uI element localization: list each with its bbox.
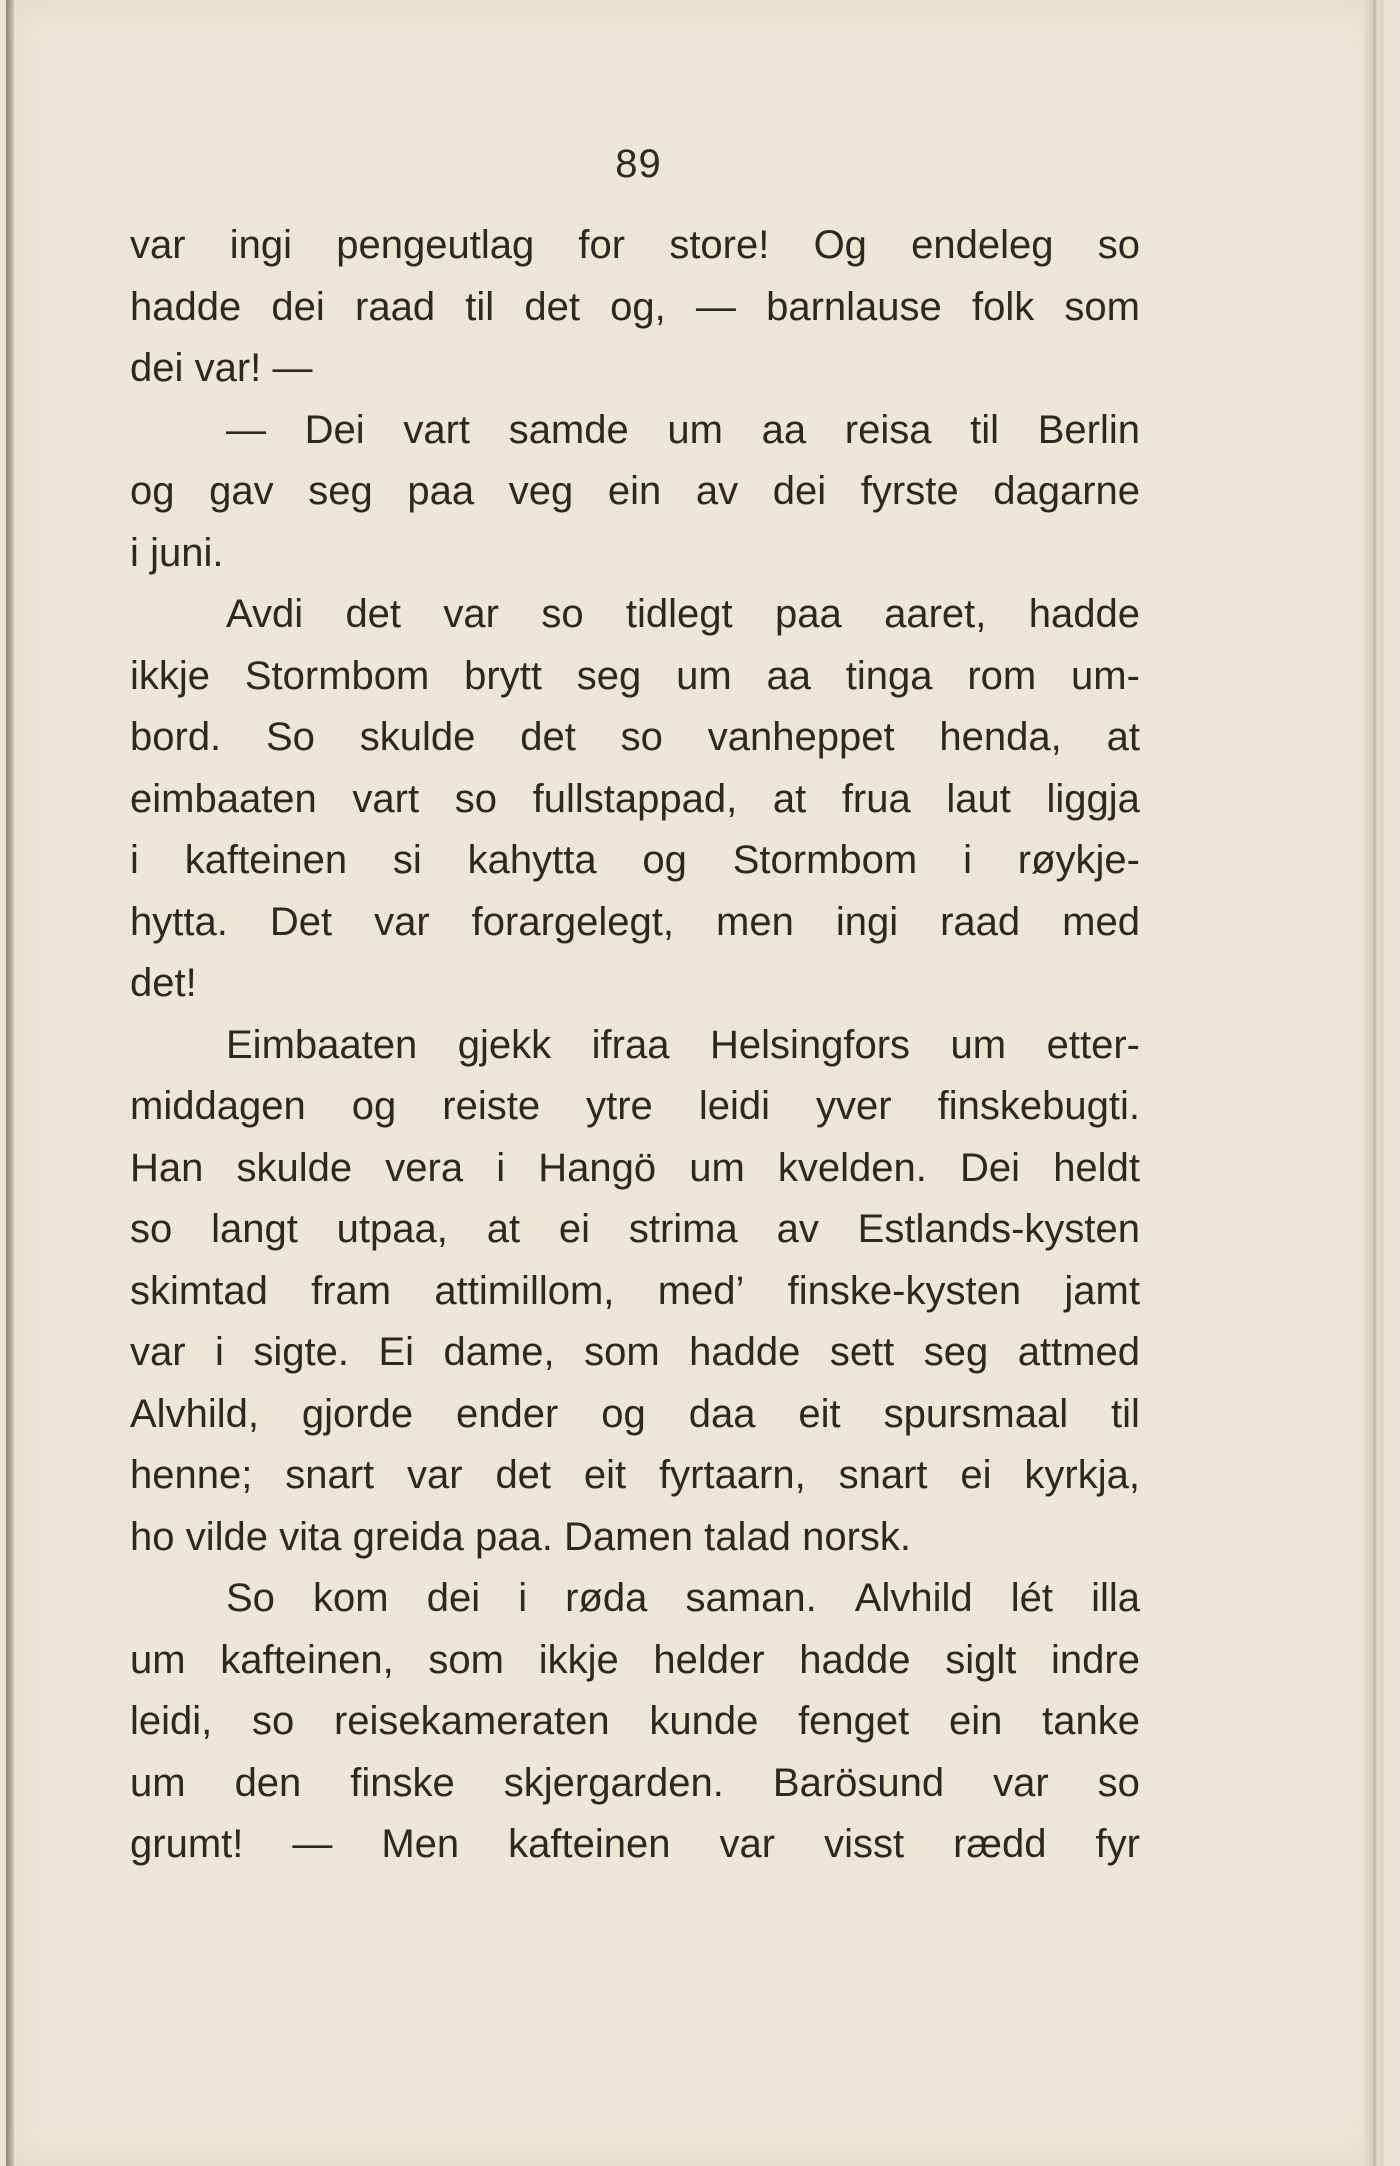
word: middagen <box>130 1084 306 1128</box>
word: vilde <box>185 1514 268 1559</box>
word: saman. <box>685 1576 817 1620</box>
word: ikkje <box>538 1637 619 1682</box>
word: — <box>695 284 736 329</box>
word: visst <box>824 1822 905 1866</box>
word: so <box>251 1699 295 1743</box>
word: Estlands-kysten <box>857 1207 1140 1251</box>
word: rom <box>967 653 1037 698</box>
word: aa <box>761 407 807 452</box>
word: si <box>392 838 422 882</box>
word: grumt! <box>130 1822 244 1866</box>
word: kvelden. <box>777 1145 927 1190</box>
word: sigte. <box>253 1330 349 1374</box>
word: med <box>1062 899 1140 944</box>
word: vanheppet <box>707 715 895 759</box>
word: var <box>374 899 430 944</box>
word: i <box>963 838 972 882</box>
word: med’ <box>657 1268 745 1313</box>
word: at <box>772 776 807 821</box>
word: Han <box>130 1145 204 1190</box>
word: endeleg <box>911 223 1054 267</box>
word: det <box>524 284 580 329</box>
word: spursmaal <box>883 1391 1069 1436</box>
word: so <box>454 776 497 821</box>
word: dei <box>271 284 325 329</box>
word: men <box>716 899 794 944</box>
word: so <box>1097 1760 1140 1805</box>
text-line <box>130 1507 1140 1569</box>
word: ender <box>456 1391 559 1436</box>
word: snart <box>285 1453 375 1497</box>
word: hadde <box>799 1637 911 1682</box>
word: ingi <box>229 223 293 267</box>
word: illa <box>1091 1576 1140 1620</box>
word: Men <box>381 1822 460 1866</box>
word: raad <box>355 284 436 329</box>
word: eit <box>583 1453 627 1497</box>
word: reisa <box>844 407 932 452</box>
text-line <box>130 953 1140 1015</box>
word: um- <box>1071 653 1140 698</box>
word: skjergarden. <box>503 1760 724 1805</box>
word: ei <box>558 1207 591 1251</box>
word: av <box>776 1207 819 1251</box>
word: seg <box>308 469 373 513</box>
word: Alvhild, <box>130 1391 259 1436</box>
text-line <box>130 1691 1140 1753</box>
word: fenget <box>798 1699 910 1743</box>
text-line <box>130 769 1140 831</box>
word: skulde <box>359 715 476 759</box>
word: finske <box>350 1760 455 1805</box>
word: um <box>676 653 732 698</box>
text-line <box>130 1384 1140 1446</box>
text-line <box>130 584 1140 646</box>
word: gjekk <box>457 1022 552 1067</box>
word: lét <box>1010 1576 1053 1620</box>
word: at <box>486 1207 521 1251</box>
word: i <box>496 1145 506 1190</box>
word: juni. <box>150 530 224 575</box>
text-line <box>130 646 1140 708</box>
word: So <box>266 715 315 759</box>
word: yver <box>816 1084 892 1128</box>
word: som <box>428 1637 504 1682</box>
word: fram <box>311 1268 392 1313</box>
word: av <box>695 469 739 513</box>
word: ingi <box>835 899 899 944</box>
word: kunde <box>649 1699 759 1743</box>
text-line <box>130 215 1140 277</box>
word: store! <box>669 223 770 267</box>
word: finske-kysten <box>787 1268 1022 1313</box>
word: og <box>351 1084 397 1128</box>
word: Avdi <box>226 592 304 636</box>
word: attmed <box>1017 1330 1140 1374</box>
word: i <box>130 530 139 575</box>
text-line <box>130 1199 1140 1261</box>
word: Alvhild <box>854 1576 973 1620</box>
word: paa <box>407 469 475 513</box>
word: um <box>130 1637 186 1682</box>
word: eimbaaten <box>130 776 317 821</box>
word: som <box>1064 284 1140 329</box>
word: folk <box>971 284 1035 329</box>
word: seg <box>923 1330 989 1374</box>
word: so <box>1097 223 1140 267</box>
word: raad <box>940 899 1021 944</box>
word: hadde <box>130 284 242 329</box>
word: dei <box>130 346 184 390</box>
word: um <box>667 407 723 452</box>
word: henne; <box>130 1453 253 1497</box>
word: som <box>584 1330 660 1374</box>
word: gav <box>209 469 274 513</box>
text-line <box>130 1568 1140 1630</box>
word: til <box>465 284 495 329</box>
word: Ei <box>378 1330 415 1374</box>
word: i <box>130 838 139 882</box>
word: kafteinen <box>508 1822 671 1866</box>
word: i <box>518 1576 528 1620</box>
word: Det <box>269 899 333 944</box>
text-line <box>130 1630 1140 1692</box>
word: siglt <box>945 1637 1017 1682</box>
word: og <box>130 469 175 513</box>
text-line <box>130 277 1140 339</box>
word: forargelegt, <box>471 899 675 944</box>
word: fyr <box>1095 1822 1140 1866</box>
word: skimtad <box>130 1268 268 1313</box>
word: aaret, <box>884 592 987 636</box>
word: det <box>520 715 576 759</box>
text-line <box>130 338 1140 400</box>
text-line <box>130 1076 1140 1138</box>
word: helder <box>653 1637 765 1682</box>
word: seg <box>576 653 642 698</box>
word: norsk. <box>802 1514 912 1559</box>
word: vart <box>403 407 471 452</box>
word: Stormbom <box>732 838 918 882</box>
page-number: 89 <box>615 142 662 186</box>
word: etter- <box>1046 1022 1140 1067</box>
word: paa. <box>474 1514 553 1559</box>
word: hadde <box>689 1330 801 1374</box>
word: ho <box>130 1514 175 1559</box>
word: leidi <box>698 1084 770 1128</box>
word: var <box>407 1453 463 1497</box>
word: dei <box>426 1576 481 1620</box>
word: reiste <box>442 1084 541 1128</box>
word: ei <box>960 1453 992 1497</box>
word: pengeutlag <box>336 223 535 267</box>
word: det! <box>130 961 197 1005</box>
word: talad <box>704 1514 791 1559</box>
word: og <box>642 838 687 882</box>
word: den <box>234 1760 302 1805</box>
word: det <box>495 1453 552 1497</box>
word: so <box>620 715 663 759</box>
word: liggja <box>1046 776 1140 821</box>
word: henda, <box>939 715 1062 759</box>
word: attimillom, <box>434 1268 615 1313</box>
word: at <box>1106 715 1140 759</box>
word: Helsingfors <box>709 1022 911 1067</box>
word: strima <box>628 1207 738 1251</box>
word: indre <box>1051 1637 1140 1682</box>
text-line <box>130 1261 1140 1323</box>
word: tinga <box>845 653 933 698</box>
text-line <box>130 1015 1140 1077</box>
word: Berlin <box>1037 407 1140 452</box>
word: heldt <box>1053 1145 1140 1190</box>
word: i <box>215 1330 224 1374</box>
word: so <box>130 1207 173 1251</box>
word: røda <box>565 1576 648 1620</box>
word: leidi, <box>130 1699 213 1743</box>
word: finskebugti. <box>937 1084 1140 1128</box>
word: Barösund <box>772 1760 945 1805</box>
word: So <box>226 1576 275 1620</box>
word: daa <box>688 1391 756 1436</box>
word: um <box>130 1760 186 1805</box>
word: ytre <box>586 1084 653 1128</box>
word: — <box>272 346 313 390</box>
word: barnlause <box>766 284 942 329</box>
word: skulde <box>236 1145 353 1190</box>
word: Dei <box>960 1145 1021 1190</box>
word: fyrtaarn, <box>659 1453 806 1497</box>
word: — <box>226 407 266 452</box>
word: for <box>578 223 626 267</box>
word: frua <box>841 776 911 821</box>
word: eit <box>798 1391 841 1436</box>
text-line <box>130 1445 1140 1507</box>
word: Dei <box>304 407 365 452</box>
word: aa <box>766 653 811 698</box>
word: brytt <box>464 653 542 698</box>
word: fyrste <box>860 469 959 513</box>
word: laut <box>946 776 1011 821</box>
word: bord. <box>130 715 222 759</box>
word: Stormbom <box>244 653 430 698</box>
word: vita <box>279 1514 342 1559</box>
word: var <box>993 1760 1049 1805</box>
word: dagarne <box>993 469 1140 513</box>
word: hytta. <box>130 899 228 944</box>
word: og <box>601 1391 646 1436</box>
word: vart <box>352 776 420 821</box>
word: ifraa <box>591 1022 670 1067</box>
word: det <box>345 592 402 636</box>
word: kom <box>313 1576 389 1620</box>
word: ein <box>607 469 662 513</box>
word: var <box>130 1330 186 1374</box>
text-line <box>130 830 1140 892</box>
word: so <box>541 592 584 636</box>
word: ein <box>949 1699 1003 1743</box>
word: kafteinen, <box>220 1637 394 1682</box>
word: reisekameraten <box>333 1699 610 1743</box>
body-text <box>130 215 1140 1876</box>
word: paa <box>775 592 842 636</box>
word: Hangö <box>538 1145 657 1190</box>
word: dame, <box>443 1330 555 1374</box>
word: til <box>1111 1391 1140 1436</box>
word: vera <box>385 1145 464 1190</box>
word: var! <box>194 346 262 390</box>
text-line <box>130 1138 1140 1200</box>
word: kyrkja, <box>1024 1453 1140 1497</box>
word: Damen <box>564 1514 693 1559</box>
page-left-edge <box>6 0 14 2166</box>
word: snart <box>838 1453 928 1497</box>
word: fullstappad, <box>532 776 738 821</box>
word: greida <box>352 1514 464 1559</box>
text-line <box>130 892 1140 954</box>
word: — <box>292 1822 333 1866</box>
word: um <box>689 1145 745 1190</box>
word: Eimbaaten <box>226 1022 418 1067</box>
text-line <box>130 400 1140 462</box>
word: sett <box>829 1330 895 1374</box>
word: ikkje <box>130 653 211 698</box>
word: samde <box>508 407 629 452</box>
text-line <box>130 1753 1140 1815</box>
word: dei <box>772 469 827 513</box>
page-right-edge <box>1364 0 1384 2166</box>
text-line <box>130 461 1140 523</box>
word: gjorde <box>301 1391 414 1436</box>
word: rædd <box>953 1822 1047 1866</box>
word: Og <box>813 223 867 267</box>
text-line <box>130 523 1140 585</box>
word: kafteinen <box>184 838 348 882</box>
text-line <box>130 1814 1140 1876</box>
word: utpaa, <box>336 1207 448 1251</box>
word: til <box>970 407 1000 452</box>
text-line <box>130 707 1140 769</box>
word: var <box>719 1822 776 1866</box>
word: tanke <box>1042 1699 1140 1743</box>
word: og, <box>610 284 666 329</box>
word: røykje- <box>1017 838 1140 882</box>
word: veg <box>508 469 574 513</box>
word: hadde <box>1028 592 1140 636</box>
word: var <box>130 223 186 267</box>
word: jamt <box>1064 1268 1140 1313</box>
word: kahytta <box>467 838 597 882</box>
text-line <box>130 1322 1140 1384</box>
word: langt <box>211 1207 298 1251</box>
book-page <box>6 0 1384 2166</box>
word: um <box>950 1022 1007 1067</box>
word: tidlegt <box>625 592 733 636</box>
word: var <box>443 592 499 636</box>
